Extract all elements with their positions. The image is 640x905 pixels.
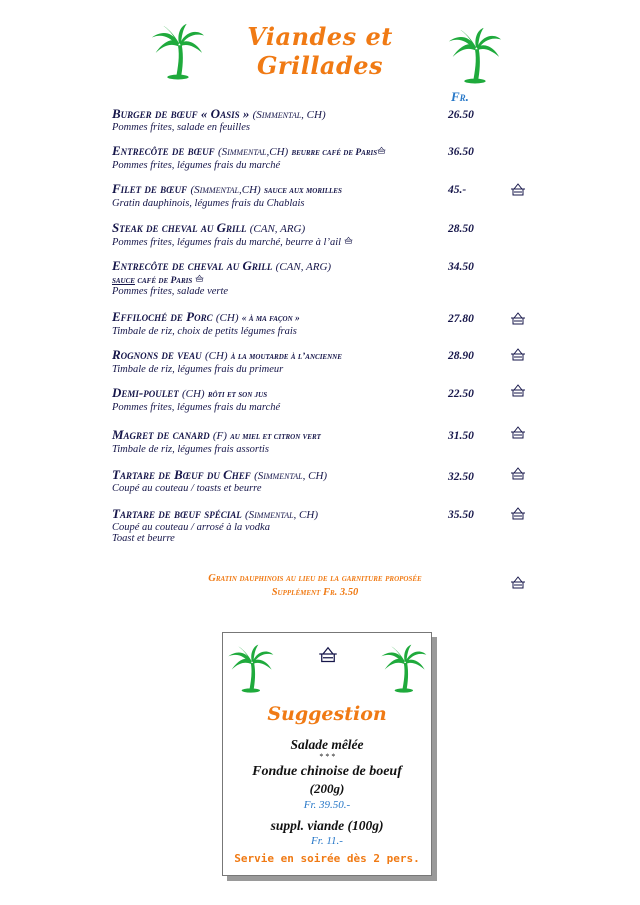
- pot-icon: [510, 466, 526, 480]
- suggestion-price: Fr. 39.50.-: [303, 799, 351, 811]
- item-extra: à la moutarde à l’ancienne: [230, 352, 342, 362]
- menu-item: [112, 507, 432, 544]
- pot-icon: [510, 506, 526, 520]
- pot-icon: [510, 311, 526, 325]
- item-description: Gratin dauphinois, légumes frais du Chablais: [112, 198, 305, 209]
- item-price: 26.50: [448, 109, 474, 121]
- item-origin: (F): [212, 430, 227, 442]
- item-origin: (Simmental,CH): [217, 146, 289, 158]
- item-description: Pommes frites, salade en feuilles: [112, 122, 250, 133]
- pot-icon: [195, 274, 204, 282]
- palm-tree-icon: [378, 639, 428, 697]
- gratin-note: Gratin dauphinois au lieu de la garniture proposée: [208, 573, 422, 584]
- suggestion-title: Suggestion: [267, 703, 387, 725]
- item-origin: (CAN, ARG): [275, 261, 332, 273]
- item-description: Timbale de riz, légumes frais assortis: [112, 444, 269, 455]
- gratin-supplement: Supplément Fr. 3.50: [271, 587, 359, 598]
- currency-header: Fr.: [451, 89, 469, 104]
- pot-icon: [344, 236, 353, 244]
- menu-item: [112, 107, 432, 133]
- item-extra: rôti et son jus: [207, 390, 268, 400]
- item-origin: (CAN, ARG): [249, 223, 306, 235]
- pot-icon: [510, 425, 526, 439]
- menu-item: [112, 348, 432, 375]
- item-name: Steak de cheval au Grill: [112, 220, 247, 235]
- suggestion-footer: Servie en soirée dès 2 pers.: [234, 852, 420, 865]
- palm-tree-icon: [445, 26, 503, 84]
- item-description: Coupé au couteau / toasts et beurre: [112, 483, 262, 494]
- pot-icon: [510, 575, 526, 589]
- item-price: 34.50: [448, 261, 474, 273]
- pot-icon: [510, 182, 526, 196]
- item-name: Demi-poulet: [112, 385, 179, 400]
- palm-tree-icon: [225, 639, 275, 697]
- menu-item: [112, 428, 432, 455]
- item-description: Coupé au couteau / arrosé à la vodka: [112, 522, 270, 533]
- item-name: Tartare de Bœuf du Chef: [112, 467, 251, 482]
- pot-icon: [377, 146, 386, 154]
- item-description: Pommes frites, légumes frais du marché, beurre à l’ail: [112, 237, 342, 248]
- item-price: 27.80: [448, 313, 474, 325]
- item-description: Pommes frites, légumes frais du marché: [112, 402, 281, 413]
- item-description: Timbale de riz, choix de petits légumes frais: [112, 326, 297, 337]
- item-description: Pommes frites, salade verte: [112, 286, 229, 297]
- item-price: 31.50: [448, 430, 474, 442]
- item-description: Pommes frites, légumes frais du marché: [112, 160, 281, 171]
- item-origin: (Simmental, CH): [254, 470, 328, 482]
- menu-item: [112, 468, 432, 494]
- menu-item: [112, 182, 432, 209]
- page-title: Viandes et Grillades: [247, 22, 393, 80]
- palm-tree-icon: [148, 22, 206, 80]
- menu-item: [112, 259, 432, 297]
- item-name: Entrecôte de bœuf: [112, 143, 215, 158]
- pot-icon: [510, 383, 526, 397]
- item-price: 36.50: [448, 146, 474, 158]
- item-extra: beurre café de Paris: [291, 148, 378, 158]
- item-origin: (Simmental,CH): [190, 184, 261, 196]
- item-description: Timbale de riz, légumes frais du primeur: [112, 364, 284, 375]
- item-price: 22.50: [448, 388, 474, 400]
- item-name: Rognons de veau: [112, 347, 202, 362]
- menu-item: [112, 221, 432, 248]
- item-name: Entrecôte de cheval au Grill: [112, 258, 273, 273]
- item-origin: (CH): [215, 312, 239, 324]
- item-description: Toast et beurre: [112, 533, 175, 544]
- item-price: 32.50: [448, 471, 474, 483]
- menu-item: [112, 310, 432, 337]
- item-price: 35.50: [448, 509, 474, 521]
- menu-item: [112, 144, 432, 171]
- pot-icon: [510, 347, 526, 361]
- item-name: Magret de canard: [112, 427, 210, 442]
- item-price: 28.90: [448, 350, 474, 362]
- pot-icon: [318, 645, 338, 663]
- item-price: 28.50: [448, 223, 474, 235]
- item-name: Burger de bœuf « Oasis »: [112, 106, 250, 121]
- item-origin: (CH): [181, 388, 205, 400]
- suggestion-line: (200g): [309, 781, 345, 796]
- suggestion-price: Fr. 11.-: [311, 835, 343, 847]
- menu-item: [112, 386, 432, 413]
- item-extra: café de Paris: [137, 276, 193, 286]
- item-price: 45.-: [448, 184, 467, 196]
- item-origin: (Simmental, CH): [244, 509, 318, 521]
- item-extra: sauce aux morilles: [263, 186, 342, 196]
- item-name: Filet de bœuf: [112, 181, 188, 196]
- item-extra: au miel et citron vert: [230, 432, 321, 442]
- suggestion-line: Fondue chinoise de boeuf: [252, 764, 402, 779]
- item-name: Tartare de bœuf spécial: [112, 506, 242, 521]
- suggestion-line: Salade mêlée: [290, 737, 364, 752]
- suggestion-card: [222, 632, 432, 876]
- item-name: Effiloché de Porc: [112, 309, 213, 324]
- item-origin: (CH): [204, 350, 228, 362]
- item-extra: « à ma façon »: [241, 314, 300, 324]
- suggestion-line: suppl. viande (100g): [270, 818, 384, 833]
- item-origin: (Simmental, CH): [252, 109, 326, 121]
- sauce-label: sauce: [112, 276, 135, 286]
- suggestion-stars: * * *: [319, 752, 335, 761]
